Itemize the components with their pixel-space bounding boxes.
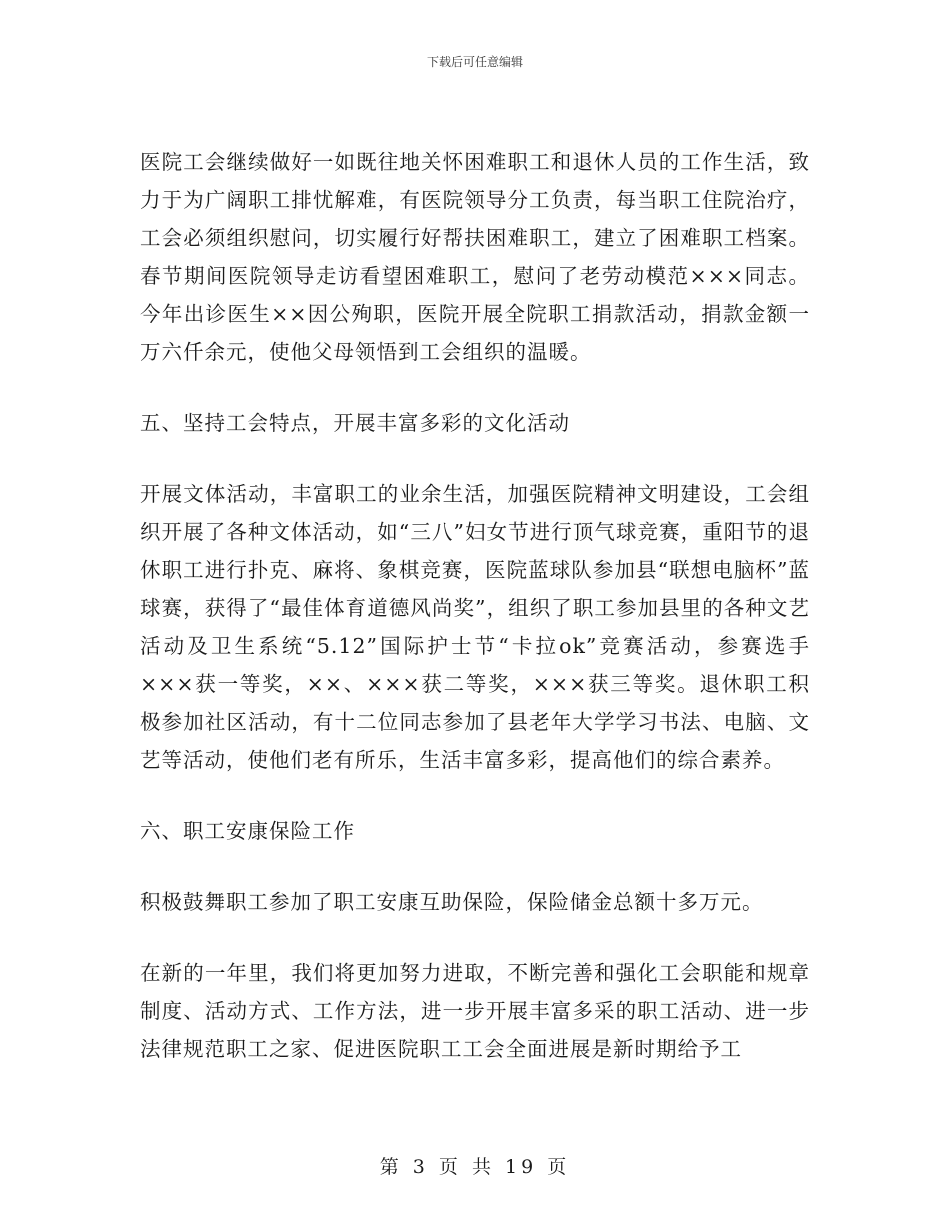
- paragraph-care-for-staff: 医院工会继续做好一如既往地关怀困难职工和退休人员的工作生活，致力于为广阔职工排忧解难，有医院领导分工负责，每当职工住院治疗，工会必须组织慰问，切实履行好帮扶困难职工，建立了困难职工档案。春节期间医院领导走访看望困难职工，慰问了老劳动模范×××同志。今年出诊医生××因公殉职，医院开展全院职工捐款活动，捐款金额一万六仟余元，使他父母领悟到工会组织的温暖。: [140, 150, 810, 364]
- section-heading-insurance: 六、职工安康保险工作: [140, 819, 355, 843]
- document-body: [140, 143, 810, 1068]
- page-header-note: 下载后可任意编辑: [426, 55, 523, 69]
- section-heading-culture-activities: 五、坚持工会特点，开展丰富多彩的文化活动: [140, 411, 570, 435]
- spacer: [140, 921, 810, 954]
- paragraph-insurance: 积极鼓舞职工参加了职工安康互助保险，保险储金总额十多万元。: [140, 890, 764, 914]
- spacer: [140, 779, 810, 812]
- spacer: [140, 442, 810, 475]
- paragraph-culture-activities: 开展文体活动，丰富职工的业余生活，加强医院精神文明建设，工会组织开展了各种文体活动，如“三八”妇女节进行顶气球竞赛，重阳节的退休职工进行扑克、麻将、象棋竞赛，医院蓝球队参加县“联想电脑杯”蓝球赛，获得了“最佳体育道德风尚奖”，组织了职工参加县里的各种文艺活动及卫生系统“5.12”国际护士节“卡拉ok”竞赛活动，参赛选手×××获一等奖，××、×××获二等奖，×××获三等奖。退休职工积极参加社区活动，有十二位同志参加了县老年大学学习书法、电脑、文艺等活动，使他们老有所乐，生活丰富多彩，提高他们的综合素养。: [140, 482, 810, 772]
- paragraph-new-year-plan: 在新的一年里，我们将更加努力进取，不断完善和强化工会职能和规章制度、活动方式、工作方法，进一步开展丰富多采的职工活动、进一步法律规范职工之家、促进医院职工工会全面进展是新时期给予工: [140, 961, 810, 1061]
- spacer: [140, 371, 810, 404]
- page-number-footer: 第 3 页 共 19 页: [379, 1156, 571, 1178]
- spacer: [140, 850, 810, 883]
